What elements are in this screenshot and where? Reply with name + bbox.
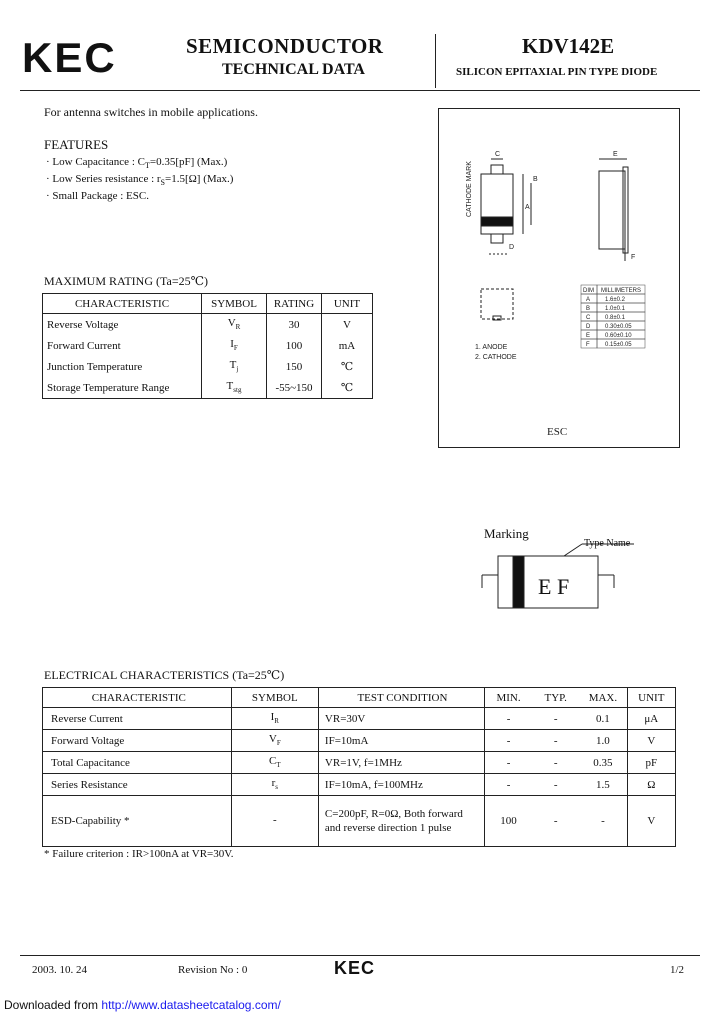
dim-table-cell: 0.60±0.10 [605,333,632,339]
col-header: RATING [267,294,322,314]
download-source [4,998,281,1012]
col-header: UNIT [627,688,675,708]
dim-label: F [631,254,636,261]
failure-note: * Failure criterion : IR>100nA at VR=30V. [44,848,234,860]
cathode-mark-label: CATHODE MARK [466,161,473,217]
pin-label: 1. ANODE [475,344,508,351]
features-heading: FEATURES [44,137,109,152]
header-divider [435,34,436,88]
footer-page: 1/2 [670,964,685,976]
intro-text: For antenna switches in mobile applications. [44,105,258,119]
package-outline-svg [439,109,679,447]
dim-table-cell: D [586,324,591,330]
footer-date: 2003. 10. 24 [32,964,87,976]
max-rating-table [42,293,373,399]
download-link[interactable]: http://www.datasheetcatalog.com/ [101,998,281,1012]
table-row: ESD-Capability * - C=200pF, R=0Ω, Both forward and reverse direction 1 pulse 100 - - V [43,796,676,847]
dim-table-cell: 1.6±0.2 [605,297,625,303]
table-row: Reverse Current $I_R$ VR=30V - - 0.1 μA [43,708,676,730]
col-header: TEST CONDITION [318,688,484,708]
table-row: Storage Temperature Range $T_{stg}$ -55~150 ℃ [43,377,373,399]
feature-item: · Low Series resistance : $r_S=1.5[\Omega]$ (Max.) [46,173,234,188]
table-row: Junction Temperature $T_j$ 150 ℃ [43,356,373,377]
dim-table-cell: A [586,297,591,303]
marking-diagram [478,534,638,616]
col-header: SYMBOL [202,294,267,314]
header-title: SEMICONDUCTOR [186,34,384,58]
footer-revision: Revision No : 0 [178,964,248,976]
kec-logo [22,38,138,78]
dim-table-cell: E [586,333,591,339]
dim-table-cell: 0.15±0.05 [605,342,632,348]
download-prefix: Downloaded from [4,998,102,1012]
part-number: KDV142E [522,34,615,58]
col-header: MAX. [579,688,627,708]
header-rule [20,90,700,91]
package-drawing [438,108,680,448]
dim-table-cell: 0.8±0.1 [605,315,625,321]
col-header: CHARACTERISTIC [43,688,232,708]
table-row: Series Resistance $r_s$ IF=10mA, f=100MHz - - 1.5 Ω [43,774,676,796]
dim-label: E [613,151,618,158]
table-row: Forward Current $I_F$ 100 mA [43,335,373,356]
dim-table-cell: 1.0±0.1 [605,306,625,312]
max-rating-title: MAXIMUM RATING (Ta=25℃) [44,274,209,288]
dim-table-cell: B [586,306,591,312]
dim-table-cell: 0.30±0.05 [605,324,632,330]
type-name-label: Type Name [584,538,631,549]
table-row: Forward Voltage $V_F$ IF=10mA - - 1.0 V [43,730,676,752]
elec-table [42,687,676,847]
table-row: Total Capacitance $C_T$ VR=1V, f=1MHz - - 0.35 pF [43,752,676,774]
dim-table-cell: F [586,342,590,348]
feature-item: · Low Capacitance : $C_T=0.35[pF]$ (Max.) [46,156,228,171]
dim-label: A [525,204,530,211]
part-description: SILICON EPITAXIAL PIN TYPE DIODE [456,66,658,78]
marking-code: E F [538,574,570,599]
marking-label: Marking [484,526,529,541]
col-header: TYP. [532,688,579,708]
dim-label: B [533,176,538,183]
dim-table-cell: C [586,315,591,321]
footer-rule [20,955,700,956]
package-name: ESC [547,426,568,438]
dim-label: C [495,151,501,158]
feature-item: · Small Package : ESC. [46,190,149,202]
footer-logo: KEC [334,958,376,978]
col-header: SYMBOL [231,688,318,708]
svg-text:KEC: KEC [22,38,117,78]
dim-table-cell: MILLIMETERS [601,288,642,294]
pin-label: 2. CATHODE [475,354,517,361]
header-subtitle: TECHNICAL DATA [222,61,365,78]
dim-label: D [509,244,515,251]
col-header: MIN. [484,688,532,708]
dim-table-cell: DIM [583,288,594,294]
elec-title: ELECTRICAL CHARACTERISTICS (Ta=25℃) [44,668,285,682]
col-header: CHARACTERISTIC [43,294,202,314]
table-row: Reverse Voltage $V_R$ 30 V [43,314,373,336]
col-header: UNIT [322,294,373,314]
